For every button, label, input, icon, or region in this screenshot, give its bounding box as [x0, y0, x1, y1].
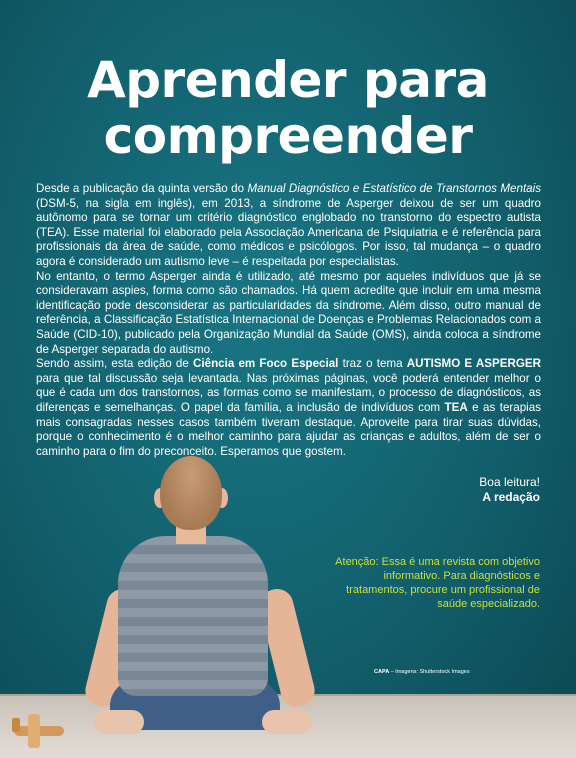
p3-text-d: e as terapias mais consagradas nesses casos também tiveram destaque. Aproveite para tirar suas dúvidas, porque o conhecimento é o melhor caminho para ajudar as crianças e adultos, além de ser o caminho para o fim do preconceito. Esperamos que gostem. [36, 400, 541, 458]
credit-text: – Imagens: Shutterstock Images [389, 669, 470, 675]
p1-text-b: (DSM-5, na sigla em inglês), em 2013, a síndrome de Asperger deixou de ser um quadro autônomo para se tornar um critério diagnóstico englobado no transtorno do espectro autista (TEA). Esse material foi elaborado pela Associação Americana de Psiquiatria e é referência para profissionais da área de saúde, como médicos e psicólogos. Por isso, tal mudança – o quadro agora é considerado um autismo leve – é respeitada por especialistas. [36, 196, 541, 268]
child-shirt [118, 536, 268, 696]
child-right-foot [262, 710, 312, 734]
credit-label: CAPA [374, 669, 390, 675]
disclaimer-notice: Atenção: Essa é uma revista com objetivo informativo. Para diagnósticos e tratamentos, procure um profissional de saúde especializado. [335, 556, 540, 610]
page-title [0, 52, 576, 164]
p1-manual-title: Manual Diagnóstico e Estatístico de Transtornos Mentais [247, 182, 541, 195]
title-line-1: Aprender para [87, 51, 489, 109]
toy-plane-tail [12, 718, 20, 732]
paragraph-2: No entanto, o termo Asperger ainda é utilizado, até mesmo por aqueles indivíduos que já se consideravam aspies, forma como são chamados. Há quem acredite que incluir em uma mesma identificação pode desconsiderar as particularidades da síndrome. Além disso, outro manual de referência, a Classificação Estatística Internacional de Doenças e Problemas Relacionados com a Saúde (CID-10), publicado pela Organização Mundial da Saúde (OMS), ainda coloca a síndrome de Asperger separada do autismo. [36, 269, 541, 356]
child-left-foot [94, 710, 144, 734]
paragraph-1 [36, 182, 541, 270]
paragraph-3 [36, 357, 541, 459]
p3-text-a: Sendo assim, esta edição de [36, 357, 194, 371]
cover-credit [374, 669, 470, 675]
signature-team: A redação [482, 490, 540, 504]
p3-theme: AUTISMO E ASPERGER [406, 357, 542, 371]
toy-plane-icon [6, 708, 70, 748]
p1-text-a: Desde a publicação da quinta versão do [36, 182, 248, 195]
signature-greeting: Boa leitura! [479, 475, 540, 489]
child-illustration [92, 448, 322, 748]
p3-text-c: para que tal discussão seja levantada. Nas próximas páginas, você poderá entender melhor o que é cada um dos transtornos, as formas como se manifestam, o processo de diagnósticos, as diferenças e semelhanças. O papel da família, a inclusão de indivíduos com [36, 371, 541, 414]
title-line-2: compreender [103, 107, 473, 165]
p3-magazine-name: Ciência em Foco Especial [193, 357, 339, 371]
editorial-text [36, 182, 541, 459]
p3-text-b: traz o tema [338, 357, 407, 371]
child-head [160, 456, 222, 530]
signature [479, 475, 540, 505]
p3-tea: TEA [444, 400, 468, 414]
toy-plane-wing [28, 714, 40, 748]
